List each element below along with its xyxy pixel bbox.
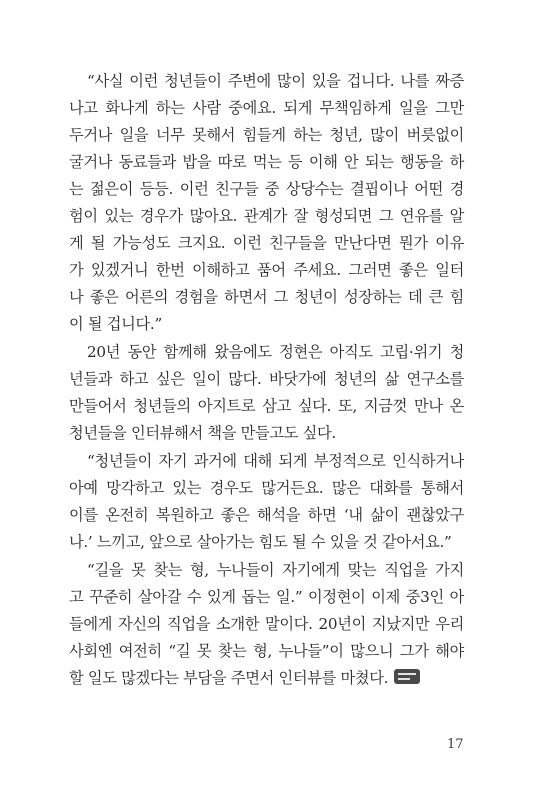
text-line-content: 나고 화나게 하는 사람 중에요. 되게 무책임하게 일을 그만 [69, 99, 464, 117]
text-line-content: 는 젊은이 등등. 이런 친구들 중 상당수는 결핍이나 어떤 경 [69, 180, 464, 198]
text-line [87, 68, 464, 94]
text-line [69, 230, 464, 256]
text-line [87, 448, 464, 474]
text-line [69, 284, 464, 310]
text-line [69, 257, 464, 283]
text-line [69, 420, 464, 446]
text-line-content: 이를 온전히 복원하고 좋은 해석을 하면 ‘내 삶이 괜찮았구 [69, 506, 464, 524]
text-line [69, 502, 464, 528]
text-line-content: 만들어서 청년들의 아지트로 삼고 싶다. 또, 지금껏 만나 온 [69, 397, 464, 415]
text-line-content: 두거나 일을 너무 못해서 힘들게 하는 청년, 많이 버릇없이 [69, 126, 464, 144]
text-line [69, 366, 464, 392]
text-line-content: 고 꾸준히 살아갈 수 있게 돕는 일.” 이정현이 이제 중3인 아 [69, 588, 464, 606]
text-line-content: 사회엔 여전히 “길 못 찾는 형, 누나들”이 많으니 그가 해야 [69, 642, 464, 660]
text-line [69, 638, 464, 664]
text-line-content: 20년 동안 함께해 왔음에도 정현은 아직도 고립·위기 청 [87, 343, 464, 361]
text-line [69, 203, 464, 229]
text-line-content: 게 될 가능성도 크지요. 이런 친구들을 만난다면 뭔가 이유 [69, 234, 464, 252]
text-line-content: 나.’ 느끼고, 앞으로 살아가는 힘도 될 수 있을 것 같아서요.” [69, 533, 452, 551]
text-line [69, 475, 464, 501]
text-line [69, 311, 464, 337]
text-line-content: “사실 이런 청년들이 주변에 많이 있을 겁니다. 나를 짜증 [87, 72, 464, 90]
text-line-content: 년들과 하고 싶은 일이 많다. 바닷가에 청년의 삶 연구소를 [69, 370, 464, 388]
text-line [69, 95, 464, 121]
text-line-content: 들에게 자신의 직업을 소개한 말이다. 20년이 지났지만 우리 [69, 615, 464, 633]
text-line-content: 나 좋은 어른의 경험을 하면서 그 청년이 성장하는 데 큰 힘 [69, 288, 464, 306]
text-line [87, 557, 464, 583]
text-line-content: 청년들을 인터뷰해서 책을 만들고도 싶다. [69, 424, 336, 442]
text-line [69, 665, 464, 691]
text-line-content: 험이 있는 경우가 많아요. 관계가 잘 형성되면 그 연유를 알 [69, 207, 464, 225]
text-line [69, 122, 464, 148]
text-line-content: “청년들이 자기 과거에 대해 되게 부정적으로 인식하거나 [87, 452, 464, 470]
text-line-content: 아예 망각하고 있는 경우도 많거든요. 많은 대화를 통해서 [69, 479, 464, 497]
text-line-content: 굴거나 동료들과 밥을 따로 먹는 등 이해 안 되는 행동을 하 [69, 153, 464, 171]
text-line-content: 가 있겠거니 한번 이해하고 품어 주세요. 그러면 좋은 일터 [69, 261, 464, 279]
text-line [69, 611, 464, 637]
text-line-content: “길을 못 찾는 형, 누나들이 자기에게 맞는 직업을 가지 [87, 561, 464, 579]
text-line [69, 149, 464, 175]
page-number: 17 [447, 737, 464, 752]
article-end-mark-icon [394, 669, 420, 684]
text-line [69, 176, 464, 202]
text-line [69, 393, 464, 419]
text-line-content: 할 일도 많겠다는 부담을 주면서 인터뷰를 마쳤다. [69, 669, 389, 687]
text-line-content: 이 될 겁니다.” [69, 315, 162, 333]
text-line [69, 584, 464, 610]
text-line [87, 339, 464, 365]
text-line [69, 529, 464, 555]
